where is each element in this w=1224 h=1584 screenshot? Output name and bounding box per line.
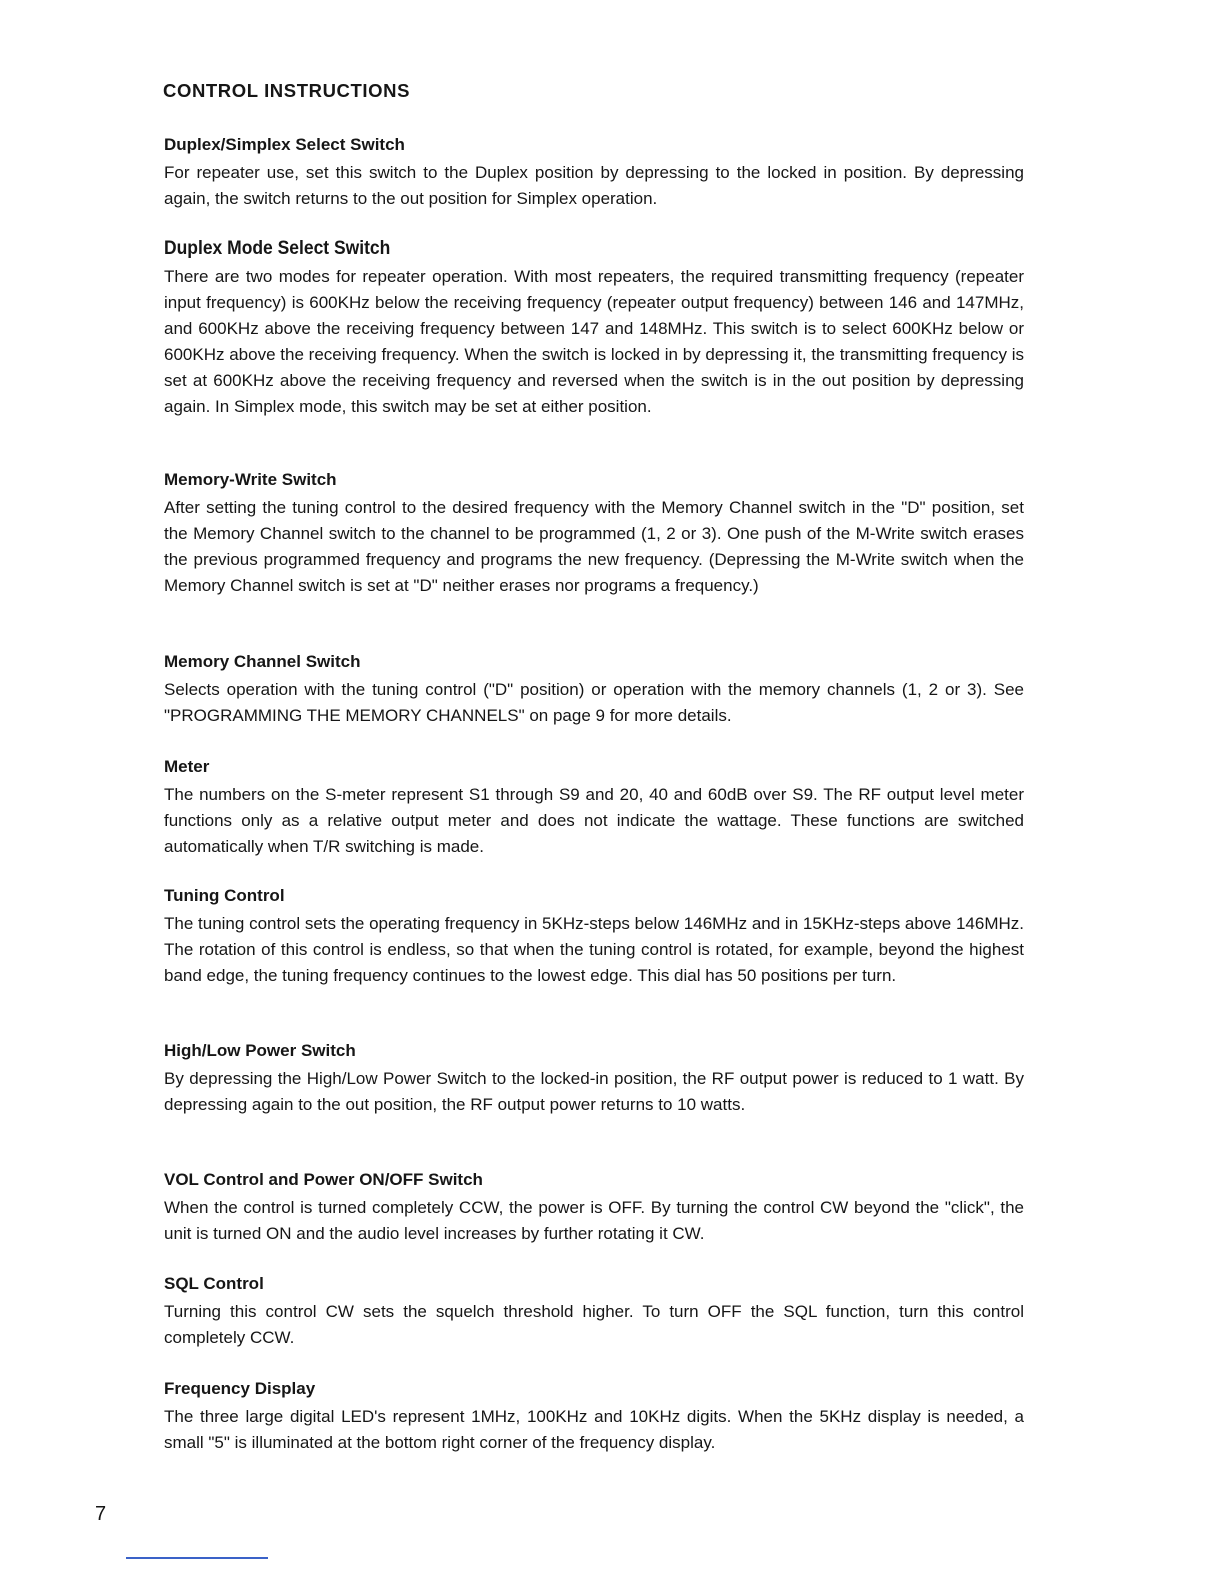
section-tuning-control <box>164 885 1024 989</box>
section-heading: Memory-Write Switch <box>164 470 337 489</box>
section-body: By depressing the High/Low Power Switch to the locked-in position, the RF output power is reduced to 1 watt. By depressing again to the out position, the RF output power returns to 10 watts. <box>164 1069 1024 1114</box>
section-heading: VOL Control and Power ON/OFF Switch <box>164 1170 483 1189</box>
section-body: Selects operation with the tuning control ("D" position) or operation with the memory channels (1, 2 or 3). See "PROGRAMMING THE MEMORY CHANNELS" on page 9 for more details. <box>164 680 1024 725</box>
section-body: For repeater use, set this switch to the Duplex position by depressing to the locked in position. By depressing again, the switch returns to the out position for Simplex operation. <box>164 163 1024 208</box>
page-number: 7 <box>95 1503 107 1525</box>
section-heading: Tuning Control <box>164 886 285 905</box>
section-heading: Duplex/Simplex Select Switch <box>164 135 405 154</box>
section-heading: Duplex Mode Select Switch <box>164 238 391 259</box>
section-heading: SQL Control <box>164 1274 264 1293</box>
section-memory-write-switch <box>164 469 1024 599</box>
section-high-low-power-switch <box>164 1040 1024 1118</box>
section-frequency-display <box>164 1378 1024 1456</box>
section-body: There are two modes for repeater operation. With most repeaters, the required transmitting frequency (repeater input frequency) is 600KHz below the receiving frequency (repeater output frequency) between 146 and 147MHz, and 600KHz above the receiving frequency between 147 and 148MHz. This switch is to select 600KHz below or 600KHz above the receiving frequency. When the switch is locked in by depressing it, the transmitting frequency is set at 600KHz above the receiving frequency and reversed when the switch is in the out position by depressing again. In Simplex mode, this switch may be set at either position. <box>164 267 1024 416</box>
section-duplex-simplex-select-switch <box>164 134 1024 212</box>
section-heading: High/Low Power Switch <box>164 1041 356 1060</box>
page-title: CONTROL INSTRUCTIONS <box>163 80 411 101</box>
section-heading: Memory Channel Switch <box>164 652 361 671</box>
section-body: The tuning control sets the operating frequency in 5KHz-steps below 146MHz and in 15KHz-steps above 146MHz. The rotation of this control is endless, so that when the tuning control is rotated, for example, beyond the highest band edge, the tuning frequency continues to the lowest edge. This dial has 50 positions per turn. <box>164 914 1024 985</box>
section-sql-control <box>164 1273 1024 1351</box>
section-body: Turning this control CW sets the squelch threshold higher. To turn OFF the SQL function, turn this control completely CCW. <box>164 1302 1024 1347</box>
section-memory-channel-switch <box>164 651 1024 729</box>
section-vol-control-power-switch <box>164 1169 1024 1247</box>
footer-divider <box>126 1557 268 1559</box>
section-heading: Frequency Display <box>164 1379 316 1398</box>
section-body: When the control is turned completely CCW, the power is OFF. By turning the control CW beyond the "click", the unit is turned ON and the audio level increases by further rotating it CW. <box>164 1198 1024 1243</box>
section-meter <box>164 756 1024 860</box>
section-body: The numbers on the S-meter represent S1 through S9 and 20, 40 and 60dB over S9. The RF output level meter functions only as a relative output meter and does not indicate the wattage. These functions are switched automatically when T/R switching is made. <box>164 785 1024 856</box>
section-body: After setting the tuning control to the desired frequency with the Memory Channel switch in the "D" position, set the Memory Channel switch to the channel to be programmed (1, 2 or 3). One push of the M-Write switch erases the previous programmed frequency and programs the new frequency. (Depressing the M-Write switch when the Memory Channel switch is set at "D" neither erases nor programs a frequency.) <box>164 498 1024 595</box>
section-duplex-mode-select-switch <box>164 238 1024 420</box>
section-heading: Meter <box>164 757 210 776</box>
section-body: The three large digital LED's represent 1MHz, 100KHz and 10KHz digits. When the 5KHz display is needed, a small "5" is illuminated at the bottom right corner of the frequency display. <box>164 1407 1024 1452</box>
